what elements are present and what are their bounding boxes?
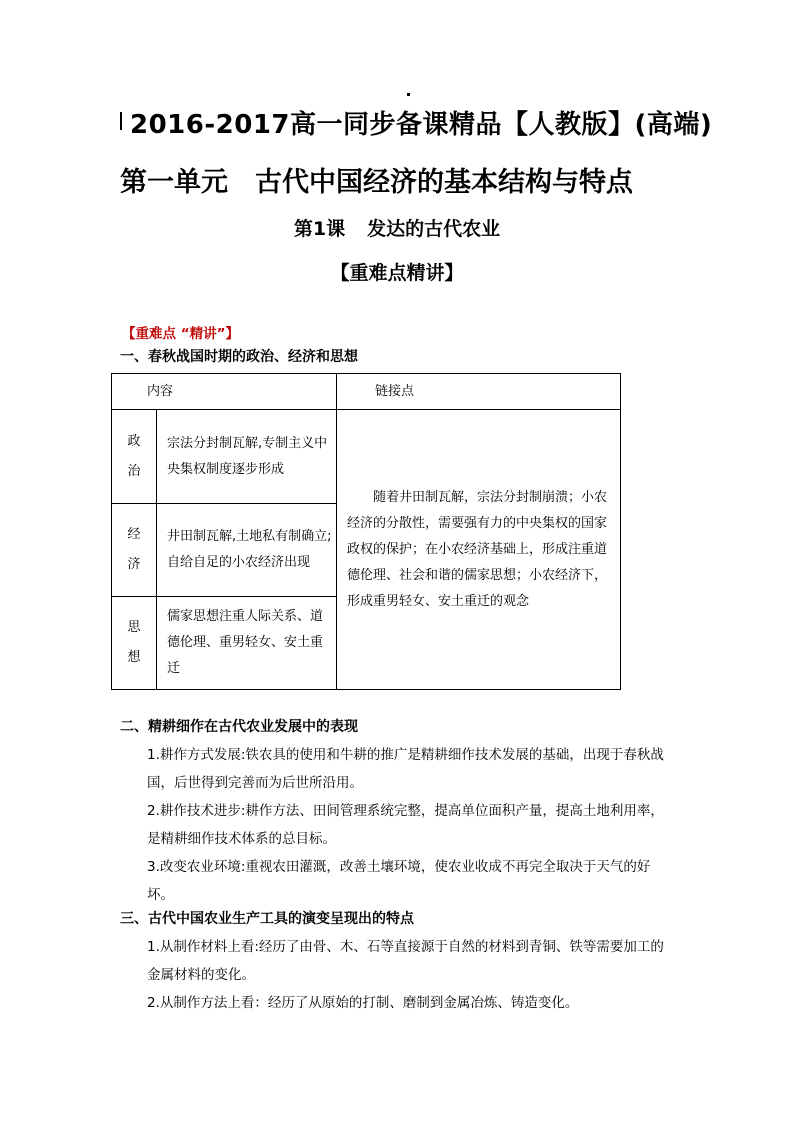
section-label: 【重难点精讲】 xyxy=(330,262,464,284)
list-item: 1.从制作材料上看:经历了由骨、木、石等直接源于自然的材料到青铜、铁等需要加工的金属材料的变化。 xyxy=(147,939,664,983)
table-row xyxy=(112,410,621,504)
list-item: 2.从制作方法上看：经历了从原始的打制、磨制到金属冶炼、铸造变化。 xyxy=(147,995,579,1011)
table-header-row xyxy=(112,374,621,410)
list-item: 3.改变农业环境:重视农田灌溉，改善土壤环境，使农业收成不再完全取决于天气的好坏。 xyxy=(147,859,651,903)
link-point-text: 随着井田制瓦解，宗法分封制崩溃；小农经济的分散性，需要强有力的中央集权的国家政权的保护；在小农经济基础上，形成注重道德伦理、社会和谐的儒家思想；小农经济下，形成重男轻女、安土重迁的观念 xyxy=(337,410,621,690)
list-item: 2.耕作技术进步:耕作方法、田间管理系统完整，提高单位面积产量，提高土地利用率，是精耕细作技术体系的总目标。 xyxy=(147,803,664,847)
list-item: 1.耕作方式发展:铁农具的使用和牛耕的推广是精耕细作技术发展的基础，出现于春秋战国，后世得到完善而为后世所沿用。 xyxy=(147,747,664,791)
lesson-name: 发达的古代农业 xyxy=(367,218,501,240)
row-content-thought: 儒家思想注重人际关系、道德伦理、重男轻女、安土重迁 xyxy=(157,597,337,690)
section-two-heading: 二、精耕细作在古代农业发展中的表现 xyxy=(120,719,358,735)
row-label-politics: 政 治 xyxy=(112,410,157,504)
politics-economy-thought-table xyxy=(111,373,621,690)
section-three-body xyxy=(120,933,676,1017)
row-content-economy: 井田制瓦解,土地私有制确立;自给自足的小农经济出现 xyxy=(157,504,337,597)
header-bar-mark xyxy=(120,112,122,130)
row-label-thought: 思 想 xyxy=(112,597,157,690)
section-three-heading: 三、古代中国农业生产工具的演变呈现出的特点 xyxy=(120,911,414,927)
row-label-economy: 经 济 xyxy=(112,504,157,597)
row-content-politics: 宗法分封制瓦解,专制主义中央集权制度逐步形成 xyxy=(157,410,337,504)
unit-title: 第一单元 古代中国经济的基本结构与特点 xyxy=(120,167,633,198)
header-content: 内容 xyxy=(112,374,337,410)
header-link: 链接点 xyxy=(337,374,621,410)
lesson-number: 第1课 xyxy=(293,218,346,240)
section-two-body xyxy=(120,741,676,909)
section-one-heading: 一、春秋战国时期的政治、经济和思想 xyxy=(120,349,358,365)
decorative-dot xyxy=(407,93,410,96)
key-points-label: 【重难点 “精讲”】 xyxy=(122,326,239,342)
lesson-title xyxy=(0,214,794,241)
document-title: 2016-2017高一同步备课精品【人教版】(高端) xyxy=(130,110,713,140)
